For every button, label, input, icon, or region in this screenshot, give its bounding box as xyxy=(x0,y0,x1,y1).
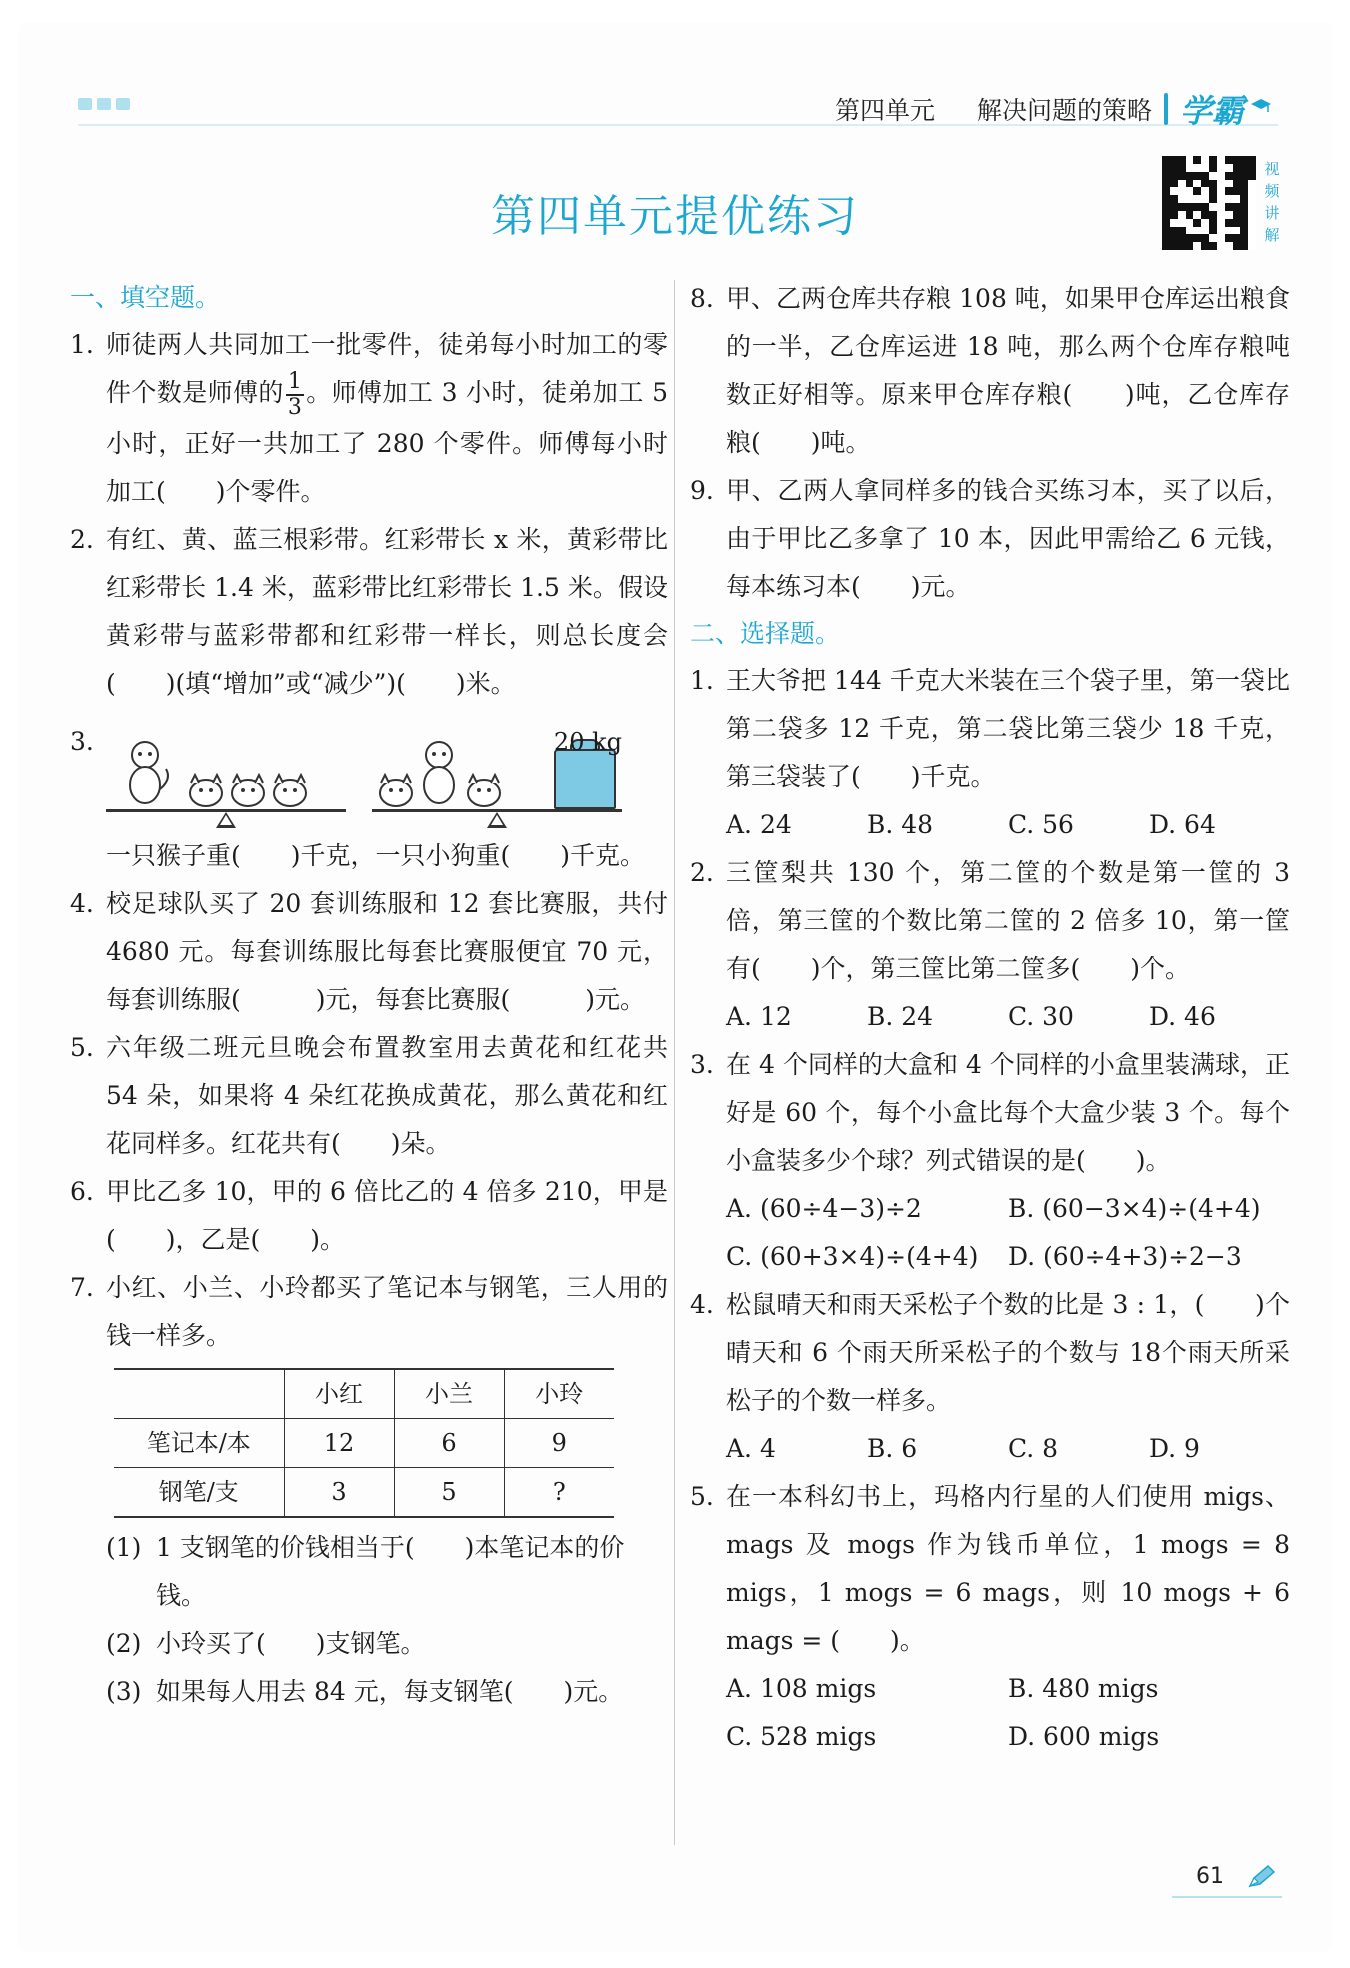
option: C. 8 xyxy=(1008,1434,1059,1463)
question-5 xyxy=(70,1024,668,1168)
question-text: 在 4 个同样的大盒和 4 个同样的小盒里装满球，正好是 60 个，每个小盒比每个大盒少装 3 个。每个小盒装多少个球？列式错误的是( )。 xyxy=(726,1050,1290,1175)
footer-rule xyxy=(1172,1896,1282,1898)
option: B. 48 xyxy=(867,810,934,839)
option: A. 24 xyxy=(726,810,792,839)
question-3-figure xyxy=(70,712,668,832)
question-number: 6. xyxy=(70,1176,94,1206)
question-1 xyxy=(70,321,668,516)
qr-caption xyxy=(1262,158,1282,246)
question-text: 。师傅加工 3 小时，徒弟加工 5 小时，正好一共加工了 280 个零件。师傅每小时加工( )个零件。 xyxy=(106,378,668,506)
question-9 xyxy=(690,467,1290,611)
question-text: 一只猴子重( )千克，一只小狗重( )千克。 xyxy=(106,840,646,870)
options xyxy=(690,801,1290,849)
weight-label: 20 kg xyxy=(553,727,622,756)
sub-question-number: (2) xyxy=(106,1628,142,1658)
sub-question-3 xyxy=(70,1668,668,1716)
question-number: 5. xyxy=(70,1032,94,1062)
option: A. 12 xyxy=(726,1002,792,1031)
question-number: 5. xyxy=(690,1482,714,1511)
question-text: 有红、黄、蓝三根彩带。红彩带长 x 米，黄彩带比红彩带长 1.4 米，蓝彩带比红彩带长 1.5 米。假设黄彩带与蓝彩带都和红彩带一样长，则总长度会( )(填“增加”或“减少”)( )米。 xyxy=(106,524,668,698)
option: C. 30 xyxy=(1008,1002,1074,1031)
sub-question-text: 小玲买了( )支钢笔。 xyxy=(156,1628,426,1658)
pencil-icon xyxy=(1246,1864,1276,1890)
section-heading-fill-blank: 一、填空题。 xyxy=(70,283,221,312)
choice-question-1 xyxy=(690,657,1290,801)
dog-icon xyxy=(376,769,416,809)
question-number: 1. xyxy=(690,666,714,695)
question-number: 9. xyxy=(690,476,714,505)
question-text: 甲、乙两仓库共存粮 108 吨，如果甲仓库运出粮食的一半，乙仓库运进 18 吨，那么两个仓库存粮吨数正好相等。原来甲仓库存粮( )吨，乙仓库存粮( )吨。 xyxy=(726,284,1290,457)
question-number: 3. xyxy=(70,726,94,756)
table-cell: 9 xyxy=(504,1418,614,1467)
monkey-icon xyxy=(118,739,172,809)
fraction-numerator: 1 xyxy=(287,368,302,394)
table-cell: 小玲 xyxy=(504,1369,614,1419)
table-row xyxy=(114,1418,614,1467)
sub-question-2 xyxy=(70,1620,668,1668)
page-title: 第四单元提优练习 xyxy=(491,191,859,242)
question-3 xyxy=(70,832,668,880)
balance-scale-1 xyxy=(106,722,346,832)
purchase-table xyxy=(114,1368,614,1518)
question-text: 师徒两人共同加工一批零件，徒弟每小时加工的零件个数是师傅的 xyxy=(106,330,668,407)
graduation-cap-icon xyxy=(1250,98,1272,121)
options xyxy=(690,1425,1290,1473)
sub-question-1 xyxy=(70,1524,668,1620)
unit-topic: 解决问题的策略 xyxy=(976,96,1152,125)
option: B. 24 xyxy=(867,1002,934,1031)
question-text: 校足球队买了 20 套训练服和 12 套比赛服，共付 4680 元。每套训练服比每套比赛服便宜 70 元，每套训练服( )元，每套比赛服( )元。 xyxy=(106,888,668,1014)
question-number: 4. xyxy=(70,888,94,918)
table-cell: 5 xyxy=(394,1467,504,1517)
dog-icon xyxy=(270,769,310,809)
question-2 xyxy=(70,516,668,708)
table-cell: 小兰 xyxy=(394,1369,504,1419)
section-heading-multiple-choice: 二、选择题。 xyxy=(690,619,841,648)
column-divider xyxy=(674,280,675,1845)
choice-question-3 xyxy=(690,1041,1290,1185)
monkey-icon xyxy=(412,739,466,809)
table-cell: 钢笔/支 xyxy=(114,1467,284,1517)
table-row xyxy=(114,1467,614,1517)
sub-question-number: (3) xyxy=(106,1676,142,1706)
fraction xyxy=(286,370,304,420)
option: B. 6 xyxy=(867,1434,918,1463)
table-cell: 12 xyxy=(284,1418,394,1467)
table-cell: 小红 xyxy=(284,1369,394,1419)
header-divider xyxy=(1164,93,1168,125)
qr-caption-char: 解 xyxy=(1264,226,1280,244)
option: C. 56 xyxy=(1008,810,1074,839)
question-text: 六年级二班元旦晚会布置教室用去黄花和红花共 54 朵，如果将 4 朵红花换成黄花，那么黄花和红花同样多。红花共有( )朵。 xyxy=(106,1032,668,1158)
option: C. 528 migs xyxy=(726,1722,877,1751)
question-text: 在一本科幻书上，玛格内行星的人们使用 migs、mags 及 mogs 作为钱币单位，1 mogs = 8 migs，1 mogs = 6 mags，则 10 mogs + 6 mags = ( )。 xyxy=(726,1482,1290,1655)
qr-caption-char: 频 xyxy=(1264,182,1280,200)
qr-caption-char: 讲 xyxy=(1264,204,1280,222)
table-cell: 笔记本/本 xyxy=(114,1418,284,1467)
table-cell xyxy=(114,1369,284,1419)
header-decoration xyxy=(78,98,130,110)
question-number: 2. xyxy=(70,524,94,554)
question-number: 1. xyxy=(70,330,94,359)
balance-scale-2 xyxy=(372,722,622,832)
dog-icon xyxy=(464,769,504,809)
question-number: 2. xyxy=(690,858,714,887)
option: A. (60÷4−3)÷2 xyxy=(726,1194,922,1223)
qr-code-icon[interactable] xyxy=(1162,156,1256,250)
question-text: 松鼠晴天和雨天采松子个数的比是 3 : 1，( )个晴天和 6 个雨天所采松子的个数与 18个雨天所采松子的个数一样多。 xyxy=(726,1290,1290,1415)
question-number: 7. xyxy=(70,1272,94,1302)
table-cell: 6 xyxy=(394,1418,504,1467)
option: B. (60−3×4)÷(4+4) xyxy=(1008,1194,1261,1223)
question-number: 3. xyxy=(690,1050,714,1079)
unit-label: 第四单元 xyxy=(834,96,935,125)
fraction-denominator: 3 xyxy=(287,394,302,420)
option: D. (60÷4+3)÷2−3 xyxy=(1008,1242,1242,1271)
options xyxy=(690,993,1290,1041)
sub-question-number: (1) xyxy=(106,1532,142,1562)
option: A. 4 xyxy=(726,1434,776,1463)
option: D. 46 xyxy=(1149,1002,1216,1031)
option: A. 108 migs xyxy=(726,1674,877,1703)
question-text: 甲比乙多 10，甲的 6 倍比乙的 4 倍多 210，甲是( )，乙是( )。 xyxy=(106,1176,668,1254)
question-text: 三筐梨共 130 个，第二筐的个数是第一筐的 3 倍，第三筐的个数比第二筐的 2 倍多 10，第一筐有( )个，第三筐比第二筐多( )个。 xyxy=(726,858,1290,983)
options xyxy=(690,1185,1290,1281)
question-4 xyxy=(70,880,668,1024)
left-column xyxy=(70,275,668,1716)
dog-icon xyxy=(186,769,226,809)
option: D. 9 xyxy=(1149,1434,1200,1463)
question-6 xyxy=(70,1168,668,1264)
sub-question-text: 如果每人用去 84 元，每支钢笔( )元。 xyxy=(156,1676,624,1706)
right-column xyxy=(690,275,1290,1761)
question-text: 小红、小兰、小玲都买了笔记本与钢笔，三人用的钱一样多。 xyxy=(106,1272,668,1350)
running-header xyxy=(835,86,1272,132)
sub-question-text: 1 支钢笔的价钱相当于( )本笔记本的价钱。 xyxy=(156,1532,625,1610)
choice-question-2 xyxy=(690,849,1290,993)
question-text: 王大爷把 144 千克大米装在三个袋子里，第一袋比第二袋多 12 千克，第二袋比第三袋少 18 千克，第三袋装了( )千克。 xyxy=(726,666,1290,791)
option: D. 64 xyxy=(1149,810,1216,839)
choice-question-5 xyxy=(690,1473,1290,1665)
question-number: 8. xyxy=(690,284,714,313)
table-cell: ? xyxy=(504,1467,614,1517)
question-8 xyxy=(690,275,1290,467)
question-number: 4. xyxy=(690,1290,714,1319)
options xyxy=(690,1665,1290,1761)
option: B. 480 migs xyxy=(1008,1674,1159,1703)
table-cell: 3 xyxy=(284,1467,394,1517)
question-text: 甲、乙两人拿同样多的钱合买练习本，买了以后，由于甲比乙多拿了 10 本，因此甲需给乙 6 元钱，每本练习本( )元。 xyxy=(726,476,1290,601)
brand-logo: 学霸 xyxy=(1179,92,1244,130)
option: D. 600 migs xyxy=(1008,1722,1160,1751)
page-number: 61 xyxy=(1196,1864,1224,1889)
choice-question-4 xyxy=(690,1281,1290,1425)
dog-icon xyxy=(228,769,268,809)
question-7 xyxy=(70,1264,668,1360)
table-header-row xyxy=(114,1369,614,1419)
option: C. (60+3×4)÷(4+4) xyxy=(726,1242,979,1271)
qr-caption-char: 视 xyxy=(1264,160,1280,178)
